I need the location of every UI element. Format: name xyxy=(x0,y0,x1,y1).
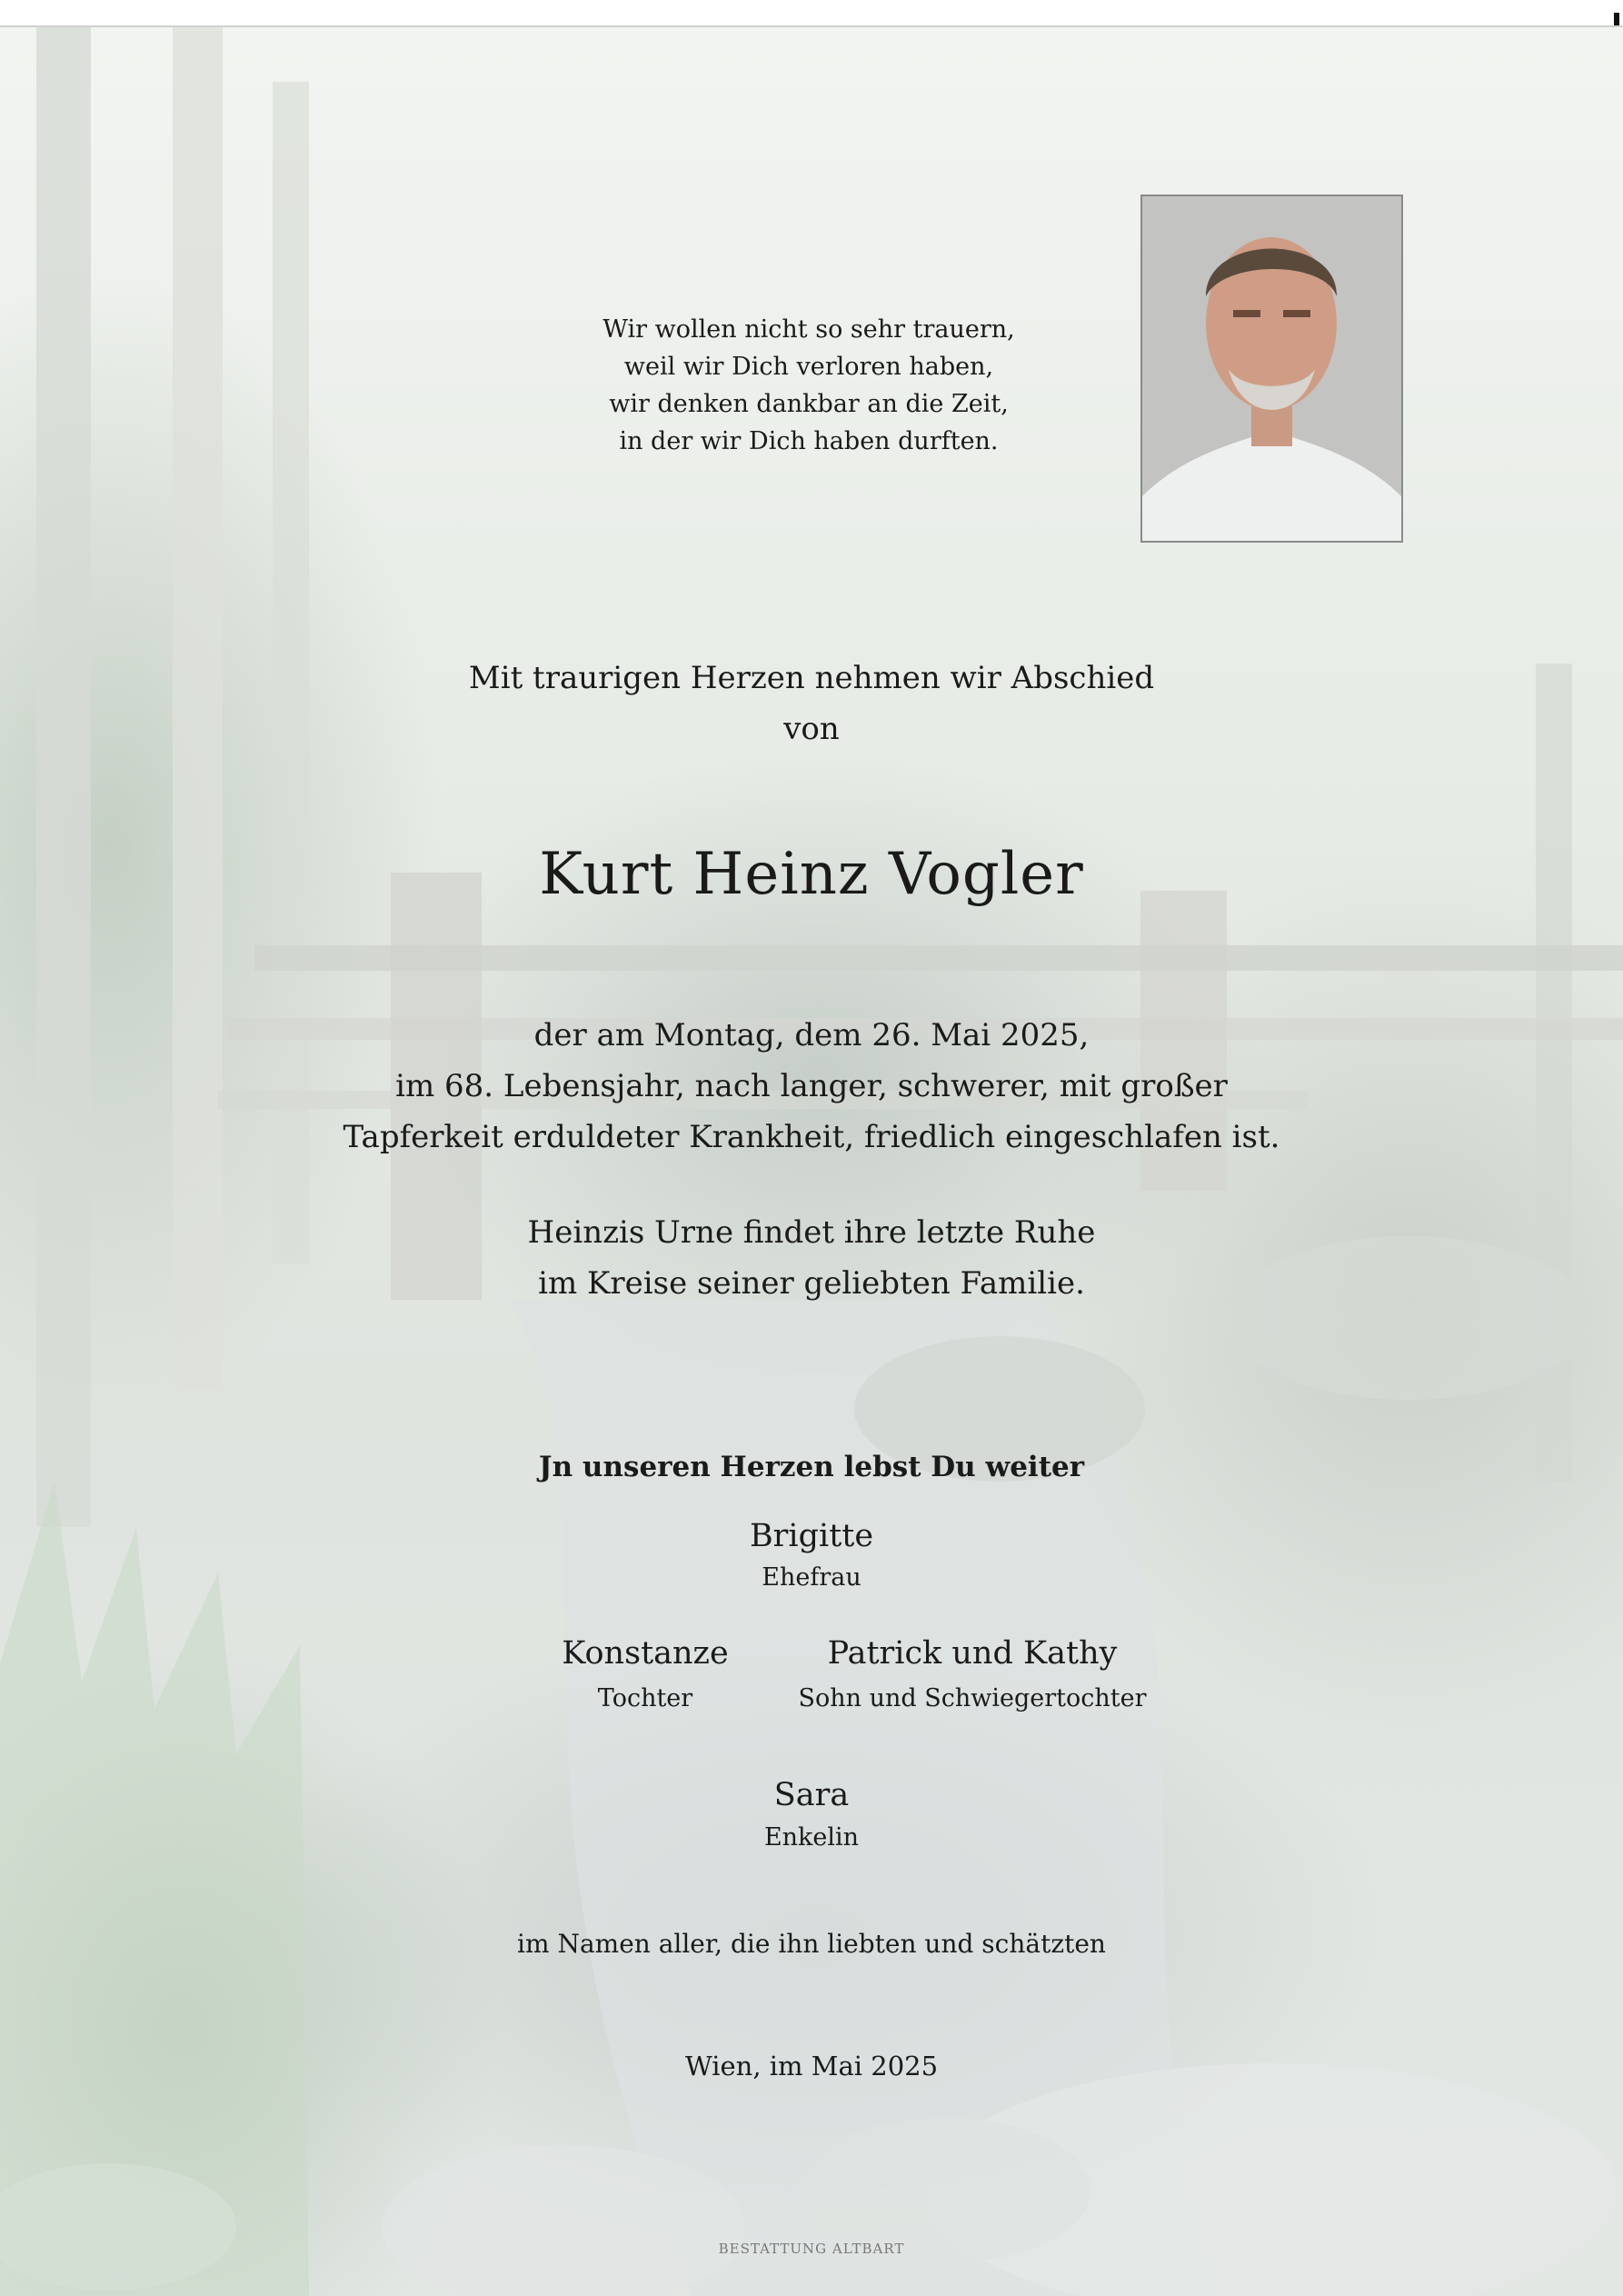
closing-line: im Namen aller, die ihn liebten und schätzten xyxy=(517,1929,1106,1959)
family-member-role: Sohn und Schwiegertochter xyxy=(798,1684,1147,1712)
family-member-role: Enkelin xyxy=(763,1823,860,1852)
family-member-role: Ehefrau xyxy=(762,1563,861,1592)
intro-line: Mit traurigen Herzen nehmen wir Abschied xyxy=(468,660,1155,696)
portrait-photo xyxy=(1140,195,1403,543)
notice-line: Tapferkeit erduldeter Krankheit, friedlich eingeschlafen ist. xyxy=(343,1119,1280,1155)
family-member-name: Konstanze xyxy=(562,1635,729,1672)
poem-line: wir denken dankbar an die Zeit, xyxy=(609,390,1009,418)
poem-line: in der wir Dich haben durften. xyxy=(619,427,999,455)
burial-line: im Kreise seiner geliebten Familie. xyxy=(538,1265,1085,1302)
burial-line: Heinzis Urne findet ihre letzte Ruhe xyxy=(527,1214,1096,1251)
memorial-motto: Jn unseren Herzen lebst Du weiter xyxy=(538,1451,1085,1483)
death-notice xyxy=(0,1010,1623,1163)
obituary-page xyxy=(0,27,1623,2296)
portrait-icon xyxy=(1142,196,1401,541)
family-member-name: Sara xyxy=(773,1777,850,1813)
place-and-date: Wien, im Mai 2025 xyxy=(684,2051,939,2081)
family-member-name: Brigitte xyxy=(749,1518,874,1554)
notice-line: im 68. Lebensjahr, nach langer, schwerer, mit großer xyxy=(395,1068,1228,1104)
deceased-name: Kurt Heinz Vogler xyxy=(539,841,1084,908)
intro-line: von xyxy=(783,711,840,747)
family-member-role: Tochter xyxy=(597,1684,693,1712)
memorial-poem xyxy=(491,311,1127,460)
notice-line: der am Montag, dem 26. Mai 2025, xyxy=(533,1017,1090,1053)
family-member-name: Patrick und Kathy xyxy=(827,1635,1118,1672)
poem-line: Wir wollen nicht so sehr trauern, xyxy=(602,315,1015,344)
funeral-home-footer: BESTATTUNG ALTBART xyxy=(718,2241,905,2257)
farewell-intro xyxy=(0,653,1623,754)
burial-notice xyxy=(0,1207,1623,1309)
poem-line: weil wir Dich verloren haben, xyxy=(623,353,994,381)
